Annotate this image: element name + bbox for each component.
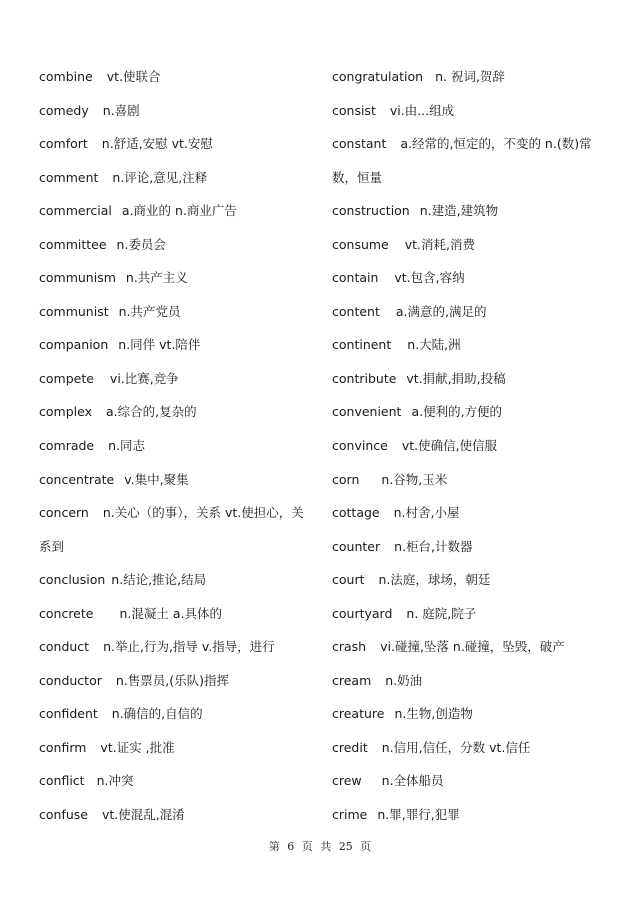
vocab-definition: vt.捐献,捐助,投稿 — [406, 370, 506, 386]
vocab-word: crew — [332, 773, 362, 789]
vocab-entry — [332, 597, 602, 631]
vocab-entry — [332, 463, 602, 497]
vocab-definition: n.评论,意见,注释 — [112, 169, 208, 185]
vocab-definition: n.生物,创造物 — [394, 706, 473, 722]
vocab-entry — [332, 429, 602, 463]
vocab-entry — [39, 194, 319, 228]
vocab-entry — [39, 563, 319, 597]
vocab-definition: n.委员会 — [116, 236, 166, 252]
vocab-word: communist — [39, 303, 109, 319]
vocab-entry — [39, 731, 319, 765]
vocab-definition: n.确信的,自信的 — [111, 706, 203, 722]
vocab-entry — [332, 194, 602, 228]
vocab-entry — [39, 328, 319, 362]
vocab-entry — [332, 94, 602, 128]
vocab-entry — [39, 60, 319, 94]
vocab-entry — [332, 228, 602, 262]
vocab-word: compete — [39, 370, 94, 386]
vocab-entry — [39, 664, 319, 698]
vocab-word: contain — [332, 270, 379, 286]
vocab-word: conflict — [39, 773, 85, 789]
vocab-definition: vt.包含,容纳 — [394, 270, 465, 286]
vocab-entry — [39, 127, 319, 161]
vocab-entry — [332, 295, 602, 329]
vocab-word: combine — [39, 69, 93, 84]
vocab-entry — [332, 328, 602, 362]
vocab-entry — [332, 127, 602, 161]
vocab-definition: n.柜台,计数器 — [394, 538, 473, 554]
vocab-word: comment — [39, 169, 99, 185]
vocab-definition: vt.使混乱,混淆 — [101, 807, 185, 823]
vocab-definition: n.罪,罪行,犯罪 — [377, 807, 460, 823]
vocab-word: convince — [332, 438, 388, 454]
vocab-entry — [39, 764, 319, 798]
vocab-entry — [39, 496, 319, 530]
vocab-definition: n.大陆,洲 — [407, 337, 461, 353]
vocab-word: cottage — [332, 505, 380, 521]
vocab-entry — [39, 463, 319, 497]
vocab-entry — [332, 362, 602, 396]
vocab-word: commercial — [39, 203, 112, 219]
vocab-definition: vi.碰撞,坠落 n.碰撞，坠毁，破产 — [380, 639, 565, 655]
vocab-definition: n.奶油 — [385, 672, 423, 688]
vocab-definition: v.集中,聚集 — [124, 471, 189, 487]
vocab-definition: n.喜剧 — [102, 102, 140, 118]
vocab-word: cream — [332, 672, 372, 688]
vocab-entry — [39, 395, 319, 429]
vocab-entry — [39, 697, 319, 731]
vocab-word: congratulation — [332, 69, 424, 84]
vocab-definition: n.舒适,安慰 vt.安慰 — [101, 136, 213, 152]
vocab-definition: vt.消耗,消费 — [404, 236, 475, 252]
vocab-word: court — [332, 572, 365, 588]
vocab-definition: n.信用,信任，分数 vt.信任 — [381, 739, 531, 755]
vocab-definition: a.商业的 n.商业广告 — [121, 203, 237, 219]
vocab-definition: n.结论,推论,结局 — [111, 572, 207, 588]
vocab-entry — [332, 395, 602, 429]
vocab-definition: vt.使确信,使信服 — [401, 438, 498, 454]
vocab-word: content — [332, 303, 380, 319]
vocab-entry — [39, 798, 319, 832]
vocab-entry — [39, 597, 319, 631]
vocab-entry — [39, 228, 319, 262]
vocab-definition: n.举止,行为,指导 v.指导，进行 — [103, 639, 275, 655]
vocab-definition: n.村舍,小屋 — [393, 505, 460, 521]
vocab-definition: n.关心（的事），关系 vt.使担心，关 — [102, 505, 304, 521]
vocab-entry — [39, 530, 319, 564]
page-footer: 第 6 页 共 25 页 — [268, 840, 372, 853]
vocab-word: contribute — [332, 370, 397, 386]
vocab-word: comrade — [39, 438, 95, 454]
vocab-definition: vt.证实 ,批准 — [100, 739, 175, 755]
vocab-definition: n.冲突 — [96, 773, 134, 789]
vocab-word: comfort — [39, 136, 88, 152]
vocab-definition: a.综合的,复杂的 — [105, 404, 197, 420]
vocab-definition: vt.使联合 — [106, 69, 161, 84]
vocab-entry — [332, 161, 602, 195]
vocab-word: conduct — [39, 639, 90, 655]
vocab-word: continent — [332, 337, 392, 353]
vocab-word: courtyard — [332, 605, 393, 621]
vocab-definition: n.共产党员 — [118, 303, 181, 319]
vocab-entry — [39, 261, 319, 295]
vocab-word: crash — [332, 639, 367, 655]
vocab-entry — [332, 731, 602, 765]
vocab-definition: n.混凝土 a.具体的 — [119, 605, 222, 621]
vocab-word: complex — [39, 404, 92, 420]
vocab-definition: n.法庭，球场，朝廷 — [378, 572, 491, 588]
vocab-definition: 系到 — [39, 538, 65, 554]
vocab-word: concern — [39, 505, 89, 521]
vocab-definition: vi.比赛,竞争 — [109, 370, 179, 386]
vocab-word: convenient — [332, 404, 402, 420]
vocab-definition: a.经常的,恒定的，不变的 n.(数)常 — [400, 136, 592, 152]
vocab-definition: n. 庭院,院子 — [406, 605, 477, 621]
vocab-word: confuse — [39, 807, 88, 823]
vocab-definition: n.共产主义 — [125, 270, 188, 286]
vocab-definition: n.全体船员 — [381, 773, 444, 789]
vocab-word: counter — [332, 538, 381, 554]
vocab-word: creature — [332, 706, 385, 722]
vocab-entry — [39, 630, 319, 664]
vocab-word: confident — [39, 706, 98, 722]
vocab-entry — [332, 764, 602, 798]
vocab-word: crime — [332, 807, 368, 823]
vocab-definition: 数，恒量 — [332, 169, 383, 185]
vocab-entry — [332, 60, 602, 94]
vocab-entry — [39, 161, 319, 195]
vocab-entry — [332, 563, 602, 597]
vocab-word: consist — [332, 102, 376, 118]
vocab-word: corn — [332, 471, 360, 487]
vocab-entry — [332, 798, 602, 832]
vocab-word: comedy — [39, 102, 89, 118]
vocab-definition: n.建造,建筑物 — [419, 203, 499, 219]
vocab-word: construction — [332, 203, 410, 219]
vocab-entry — [39, 429, 319, 463]
left-column — [39, 60, 319, 832]
vocab-definition: n.同伴 vt.陪伴 — [118, 337, 201, 353]
vocab-word: concrete — [39, 605, 94, 621]
vocab-word: committee — [39, 236, 107, 252]
vocab-word: confirm — [39, 739, 87, 755]
vocab-entry — [332, 261, 602, 295]
vocab-word: communism — [39, 270, 116, 286]
vocab-definition: n.售票员,(乐队)指挥 — [115, 672, 229, 688]
vocab-entry — [39, 94, 319, 128]
vocab-word: conclusion — [39, 572, 106, 588]
vocab-definition: n.谷物,玉米 — [381, 471, 448, 487]
vocab-word: concentrate — [39, 471, 115, 487]
vocab-entry — [332, 496, 602, 530]
vocab-word: consume — [332, 236, 389, 252]
vocab-definition: n.同志 — [108, 438, 146, 454]
vocab-word: credit — [332, 739, 368, 755]
vocab-entry — [332, 664, 602, 698]
vocab-entry — [332, 530, 602, 564]
right-column — [332, 60, 602, 832]
vocab-definition: n. 祝词,贺辞 — [435, 69, 505, 84]
vocab-word: constant — [332, 136, 387, 152]
vocab-entry — [332, 630, 602, 664]
vocab-entry — [39, 362, 319, 396]
vocab-definition: a.满意的,满足的 — [395, 303, 487, 319]
vocab-definition: vi.由...组成 — [389, 102, 455, 118]
vocab-entry — [332, 697, 602, 731]
vocab-definition: a.便利的,方便的 — [411, 404, 503, 420]
vocab-word: conductor — [39, 672, 102, 688]
vocab-entry — [39, 295, 319, 329]
vocab-word: companion — [39, 337, 109, 353]
